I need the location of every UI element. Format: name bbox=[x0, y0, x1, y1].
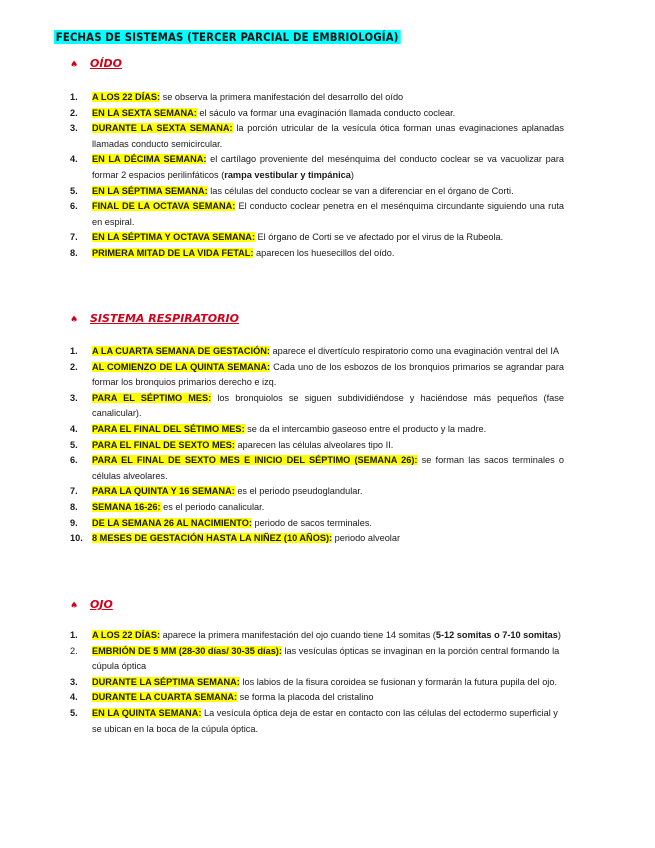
list-item: 5. EN LA SÉPTIMA SEMANA: las células del conducto coclear se van a diferenciar en el órgano de Corti. bbox=[70, 185, 514, 196]
ojo-list bbox=[70, 628, 564, 737]
list-item: 6. FINAL DE LA OCTAVA SEMANA: El conducto coclear penetra en el mesénquima circundante siguiendo una ruta en espiral. bbox=[70, 201, 564, 227]
list-item: 2. AL COMIENZO DE LA QUINTA SEMANA: Cada uno de los esbozos de los bronquios primarios se agrandar para formar los bronquios primarios derecho e izq. bbox=[70, 361, 564, 388]
list-item: 4. DURANTE LA CUARTA SEMANA: se forma la placoda del cristalino bbox=[70, 692, 374, 703]
list-item: 8. SEMANA 16-26: es el periodo canalicular. bbox=[70, 501, 265, 512]
list-item: 4. PARA EL FINAL DEL SÉTIMO MES: se da el intercambio gaseoso entre el producto y la madre. bbox=[70, 423, 487, 434]
list-item: 3. DURANTE LA SEXTA SEMANA: la porción utricular de la vesícula ótica forman unas evaginaciones aplanadas llamadas conducto semicircular. bbox=[70, 123, 564, 149]
bullet-icon: ♠ bbox=[70, 315, 79, 325]
list-item: 3. PARA EL SÉPTIMO MES: los bronquiolos se siguen subdividiéndose y haciéndose más pequeños (fase canalicular). bbox=[70, 392, 564, 419]
list-item: 2. EN LA SEXTA SEMANA: el sáculo va formar una evaginación llamada conducto coclear. bbox=[70, 107, 456, 118]
list-item: 6. PARA EL FINAL DE SEXTO MES E INICIO DEL SÉPTIMO (SEMANA 26): se forman las sacos terminales o células alveolares. bbox=[70, 455, 564, 481]
list-item: 5. EN LA QUINTA SEMANA: La vesícula óptica deja de estar en contacto con las células del ectodermo superficial y se ubican en la boca de la cúpula óptica. bbox=[70, 707, 558, 734]
list-item: 1. A LA CUARTA SEMANA DE GESTACIÓN: aparece el divertículo respiratorio como una evaginación ventral del IA bbox=[70, 346, 560, 356]
bullet-icon: ♠ bbox=[70, 601, 79, 611]
list-item: 1. A LOS 22 DÍAS: aparece la primera manifestación del ojo cuando tiene 14 somitas (5-12 somitas o 7-10 somitas) bbox=[70, 630, 561, 640]
section-heading-respiratorio: ♠ SISTEMA RESPIRATORIO bbox=[70, 312, 240, 325]
list-item: 9. DE LA SEMANA 26 AL NACIMIENTO: periodo de sacos terminales. bbox=[70, 517, 372, 528]
oido-list bbox=[70, 90, 564, 262]
list-item: 4. EN LA DÉCIMA SEMANA: el cartílago proveniente del mesénquima del conducto coclear se va vacuolizar para formar 2 espacios perilinfáticos (rampa vestibular y timpánica) bbox=[70, 154, 564, 180]
section-heading-ojo: ♠ OJO bbox=[70, 598, 113, 611]
list-item: 1. A LOS 22 DÍAS: se observa la primera manifestación del desarrollo del oído bbox=[70, 92, 404, 102]
document-title: FECHAS DE SISTEMAS (TERCER PARCIAL DE EMBRIOLOGÍA) bbox=[55, 30, 399, 44]
section-heading-oido: ♠ OÍDO bbox=[70, 57, 122, 70]
bullet-icon: ♠ bbox=[70, 60, 79, 70]
list-item: 5. PARA EL FINAL DE SEXTO MES: aparecen las células alveolares tipo II. bbox=[70, 439, 394, 450]
list-item: 8. PRIMERA MITAD DE LA VIDA FETAL: aparecen los huesecillos del oído. bbox=[70, 247, 395, 258]
list-item: 7. PARA LA QUINTA Y 16 SEMANA: es el periodo pseudoglandular. bbox=[70, 486, 363, 497]
respiratorio-list bbox=[70, 344, 564, 547]
list-item: 10. 8 MESES DE GESTACIÓN HASTA LA NIÑEZ (10 AÑOS): periodo alveolar bbox=[70, 533, 401, 544]
list-item: 3. DURANTE LA SÉPTIMA SEMANA: los labios de la fisura coroidea se fusionan y formarán la futura pupila del ojo. bbox=[70, 676, 558, 687]
list-item: 2. EMBRIÓN DE 5 MM (28-30 días/ 30-35 días): las vesículas ópticas se invaginan en la porción central formando la cúpula óptica bbox=[70, 645, 560, 672]
list-item: 7. EN LA SÉPTIMA Y OCTAVA SEMANA: El órgano de Corti se ve afectado por el virus de la Rubeola. bbox=[70, 232, 504, 243]
